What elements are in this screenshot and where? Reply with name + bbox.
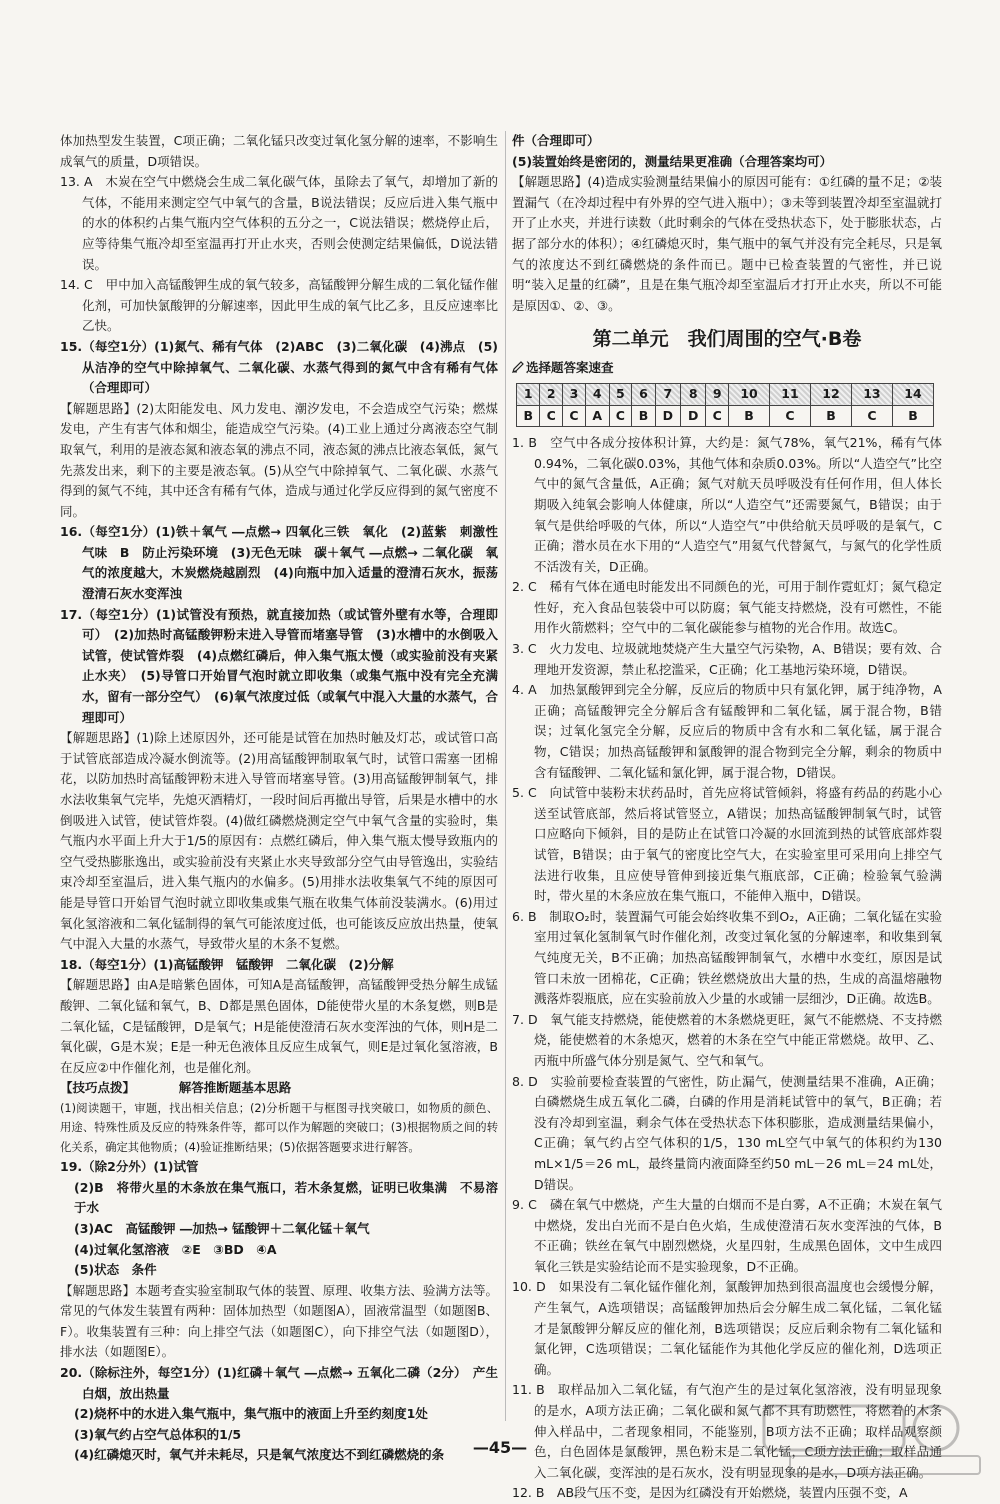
- answer-item: 5. C 向试管中装粉末状药品时，首先应将试管倾斜，将盛有药品的药匙小心送至试管底部，然后将试管竖立，A错误；加热高锰酸钾制氧气时，试管口应略向下倾斜，目的是防止在试管口冷凝的水回流到热的试管底部炸裂试管，B错误；由于氧气的密度比空气大，在实验室里可采用向上排空气法进行收集，且应使导管伸到接近集气瓶底部，C正确；检验氧气验满时，带火星的木条应放在集气瓶口，不能伸入瓶中，D错误。: [512, 785, 942, 904]
- answer-letter-cell: D: [655, 405, 680, 427]
- answer-letter-cell: C: [540, 405, 563, 427]
- answer-item: 18.（每空1分）(1)高锰酸钾 锰酸钾 二氧化碳 (2)分解: [60, 956, 394, 972]
- paragraph: (5)装置始终是密闭的，测量结果更准确（合理答案均可）: [512, 153, 833, 169]
- paragraph: 【技巧点拨】 解答推断题基本思路: [60, 1080, 292, 1096]
- answer-item: 1. B 空气中各成分按体积计算，大约是：氮气78%，氧气21%，稀有气体0.94%，二氧化碳0.03%，其他气体和杂质0.03%。所以“人造空气”比空气中的氮气含量低，A正确；氮气对航天员呼吸没有任何作用，但人体长期吸入纯氧会影响人体健康，所以“人造空气”还需要氮气，B错误；由于氧气是供给呼吸的气体，所以“人造空气”中供给航天员呼吸的是氧气，C正确；潜水员在水下用的“人造空气”用氦气代替氮气，与氮气的化学性质不活泼有关，D正确。: [512, 435, 942, 574]
- answer-number-cell: 2: [540, 383, 563, 405]
- answer-number-cell: 7: [655, 383, 680, 405]
- answer-letter-cell: C: [770, 405, 811, 427]
- paragraph: 【解题思路】由A是暗紫色固体，可知A是高锰酸钾，高锰酸钾受热分解生成锰酸钾、二氧化锰和氧气，B、D都是黑色固体，D能使带火星的木条复燃，则B是二氧化锰，C是锰酸钾，D是氧气；H是能使澄清石灰水变浑浊的气体，则H是二氧化碳，G是木炭；E是一种无色液体且反应生成氧气，则E是过氧化氢溶液，B在反应②中作催化剂，也是催化剂。: [60, 977, 498, 1075]
- quick-check-text: 选择题答案速查: [526, 360, 614, 376]
- answer-number-cell: 11: [770, 383, 811, 405]
- answer-item: 15.（每空1分）(1)氮气、稀有气体 (2)ABC (3)二氧化碳 (4)沸点 (5)从洁净的空气中除掉氧气、二氧化碳、水蒸气得到的氮气中含有稀有气体（合理即可）: [60, 338, 498, 396]
- answer-letter-cell: B: [810, 405, 851, 427]
- answer-letter-cell: B: [517, 405, 540, 427]
- answer-number-cell: 3: [563, 383, 586, 405]
- paragraph: (3)AC 高锰酸钾 ―加热→ 锰酸钾＋二氧化锰＋氧气: [74, 1220, 370, 1236]
- answer-letter-cell: C: [563, 405, 586, 427]
- section-title: 第二单元 我们周围的空气·B卷: [592, 328, 862, 351]
- paragraph: (4)过氧化氢溶液 ②E ③BD ④A: [74, 1241, 277, 1257]
- right-bottom-block: [512, 433, 942, 1504]
- answer-number-cell: 14: [892, 383, 933, 405]
- paragraph: (4)红磷熄灭时，氧气并未耗尽，只是氧气浓度达不到红磷燃烧的条: [74, 1447, 445, 1463]
- paragraph: 【解题思路】本题考查实验室制取气体的装置、原理、收集方法、验满方法等。常见的气体发生装置有两种：固体加热型（如题图A），固液常温型（如题图B、F）。收集装置有三种：向上排空气法（如题图C），向下排空气法（如题图D），排水法（如题图E）。: [60, 1282, 498, 1360]
- column-divider: [505, 131, 506, 1421]
- answer-item: 11. B 取样品加入二氧化锰，有气泡产生的是过氧化氢溶液，没有明显现象的是水，A项方法正确；二氧化碳和氮气都不具有助燃性，将燃着的木条伸入样品中，二者现象相同，不能鉴别，B项方法不正确；取样品观察颜色，白色固体是氯酸钾，黑色粉末是二氧化锰，C项方法正确；取样品通入二氧化碳，变浑浊的是石灰水，没有明显现象的是水，D项方法正确。: [512, 1382, 942, 1480]
- paragraph: (3)氧气约占空气总体积的1/5: [74, 1426, 242, 1442]
- answer-letter-cell: C: [609, 405, 632, 427]
- answer-number-cell: 4: [585, 383, 609, 405]
- answer-item: 14. C 甲中加入高锰酸钾生成的氧气较多，高锰酸钾分解生成的二氧化锰作催化剂，可加快氯酸钾的分解速率，因此甲生成的氧气比乙多，且反应速率比乙快。: [60, 277, 498, 334]
- answer-item: 20.（除标注外，每空1分）(1)红磷＋氧气 ―点燃→ 五氧化二磷（2分） 产生白烟，放出热量: [60, 1365, 498, 1401]
- quick-check-label: [512, 358, 942, 379]
- site-watermark-logo: [760, 1400, 990, 1480]
- pen-icon: [512, 361, 524, 373]
- right-column: [512, 131, 942, 1504]
- answer-item: 7. D 氧气能支持燃烧，能使燃着的木条燃烧更旺，氮气不能燃烧、不支持燃烧，能使燃着的木条熄灭，燃着的木条在空气中能正常燃烧。故甲、乙、丙瓶中所盛气体分别是氮气、空气和氧气。: [512, 1011, 942, 1068]
- answer-item: 12. B AB段气压不变，是因为红磷没有开始燃烧，装置内压强不变，A: [512, 1485, 908, 1501]
- answer-number-cell: 9: [706, 383, 729, 405]
- paragraph: (2)B 将带火星的木条放在集气瓶口，若木条复燃，证明已收集满 不易溶于水: [74, 1179, 498, 1216]
- page-number: —45—: [472, 1438, 528, 1457]
- answer-letter-cell: C: [851, 405, 892, 427]
- answer-item: 3. C 火力发电、垃圾就地焚烧产生大量空气污染物，A、B错误；要有效、合理地开发资源，禁止私挖滥采，C正确；化工基地污染环境，D错误。: [512, 641, 942, 677]
- answer-item: 17.（每空1分）(1)试管没有预热，就直接加热（或试管外壁有水等，合理即可） (2)加热时高锰酸钾粉末进入导管而堵塞导管 (3)水槽中的水倒吸入试管，使试管炸裂 (4)点燃红磷后，伸入集气瓶太慢（或实验前没有夹紧止水夹） (5)导管口开始冒气泡时就立即收集（或集气瓶中没有完全充满水，留有一部分空气） (6)氧气浓度过低（或氧气中混入大量的水蒸气，合理即可）: [60, 606, 498, 725]
- answer-item: 6. B 制取O₂时，装置漏气可能会始终收集不到O₂，A正确；二氧化锰在实验室用过氧化氢制氧气时作催化剂，改变过氧化氢的分解速率，和收集到氧气纯度无关，B不正确；加热高锰酸钾制氧气，水槽中水变红，原因是试管口未放一团棉花，C正确；铁丝燃烧放出大量的热，生成的高温熔融物溅落炸裂瓶底，应在实验前放入少量的水或铺一层细沙，D正确。故选B。: [512, 908, 942, 1007]
- answer-letter-cell: D: [681, 405, 706, 427]
- paragraph: 【解题思路】(4)造成实验测量结果偏小的原因可能有：①红磷的量不足；②装置漏气（在冷却过程中有外界的空气进入瓶中）；③未等到装置冷却至室温就打开了止水夹，并进行读数（此时剩余的气体在受热状态下，处于膨胀状态，占据了部分水的体积）；④红磷熄灭时，集气瓶中的氧气并没有完全耗尽，只是氧气的浓度达不到红磷燃烧的条件而已。题中已检查装置的气密性，并已说明“装入足量的红磷”，且是在集气瓶冷却至室温后才打开止水夹，所以不可能是原因①、②、③。: [512, 174, 942, 313]
- answer-number-cell: 6: [632, 383, 655, 405]
- answer-number-cell: 12: [810, 383, 851, 405]
- answer-item: 8. D 实验前要检查装置的气密性，防止漏气，使测量结果不准确，A正确；白磷燃烧生成五氧化二磷，白磷的作用是消耗试管中的氧气，B正确；若没有冷却到室温，剩余气体在受热状态下体积膨胀，造成测量结果偏小，C正确；氧气约占空气体积的1/5，130 mL空气中氧气的体积约为130 mL×1/5＝26 mL，最终量筒内液面降至约50 mL－26 mL＝24 mL处，D错误。: [512, 1073, 942, 1192]
- answer-item: 13. A 木炭在空气中燃烧会生成二氧化碳气体，虽除去了氧气，却增加了新的气体，不能用来测定空气中氧气的含量，B说法错误；反应后进入集气瓶中的水的体积约占集气瓶内空气体积的五分之一，C说法错误；燃烧停止后，应等待集气瓶冷却至室温再打开止水夹，否则会使测定结果偏低，D说法错误。: [60, 174, 498, 272]
- answer-letter-cell: B: [729, 405, 770, 427]
- watermark-icon: [760, 1400, 990, 1480]
- answer-number-cell: 1: [517, 383, 540, 405]
- answer-table: [516, 383, 934, 427]
- answer-number-cell: 5: [609, 383, 632, 405]
- answer-item: 16.（每空1分）(1)铁＋氧气 ―点燃→ 四氧化三铁 氧化 (2)蓝紫 刺激性气味 B 防止污染环境 (3)无色无味 碳＋氧气 ―点燃→ 二氧化碳 氧气的浓度越大，木炭燃烧越剧烈 (4)向瓶中加入适量的澄清石灰水，振荡 澄清石灰水变浑浊: [60, 524, 511, 602]
- answer-letter-cell: B: [892, 405, 933, 427]
- right-top-block: [512, 131, 942, 316]
- answer-item: 4. A 加热氯酸钾到完全分解，反应后的物质中只有氯化钾，属于纯净物，A正确；高锰酸钾完全分解后含有锰酸钾和二氧化锰，属于混合物，B错误；过氧化氢完全分解，反应后的物质中含有水和二氧化锰，属于混合物，C错误；加热高锰酸钾和氯酸钾的混合物到完全分解，剩余的物质中含有锰酸钾、二氧化锰和氯化钾，属于混合物，D错误。: [512, 682, 942, 780]
- answer-number-cell: 8: [681, 383, 706, 405]
- answer-letter-cell: A: [585, 405, 609, 427]
- paragraph: 【解题思路】(1)除上述原因外，还可能是试管在加热时触及灯芯，或试管口高于试管底部造成冷凝水倒流等。(2)用高锰酸钾制取氧气时，试管口需塞一团棉花，以防加热时高锰酸钾粉末进入导管而堵塞导管。(3)用高锰酸钾制氧气，排水法收集氧气完毕，先熄灭酒精灯，一段时间后再撤出导管，后果是水槽中的水倒吸进入试管，使试管炸裂。(4)做红磷燃烧测定空气中氧气含量的实验时，集气瓶内水平面上升大于1/5的原因有：点燃红磷后，伸入集气瓶太慢导致瓶内的空气受热膨胀逸出，或实验前没有夹紧止水夹导致部分空气由导管逸出，实验结束冷却至室温后，进入集气瓶内的水偏多。(5)用排水法收集氧气不纯的原因可能是导管口开始冒气泡时就立即收集或集气瓶在收集气体前没装满水。(6)用过氧化氢溶液和二氧化锰制得的氧气可能浓度过低，也可能该反应放出热量，使氧气中混入大量的水蒸气，导致带火星的木条不复燃。: [60, 730, 498, 952]
- answer-table-answer-row: [517, 405, 934, 427]
- paragraph: 【解题思路】(2)太阳能发电、风力发电、潮汐发电，不会造成空气污染；燃煤发电，产生有害气体和烟尘，能造成空气污染。(4)工业上通过分离液态空气制取氧气，利用的是液态氮和液态氧的沸点不同，液态氮的沸点比液态氧低，氮气先蒸发出来，剩下的主要是液态氧。(5)从空气中除掉氧气、二氧化碳、水蒸气得到的氮气不纯，其中还含有稀有气体，造成与通过化学反应得到的氮气密度不同。: [60, 400, 498, 519]
- answer-item: 19.（除2分外）(1)试管: [60, 1159, 199, 1175]
- answer-item: 2. C 稀有气体在通电时能发出不同颜色的光，可用于制作霓虹灯；氮气稳定性好，充入食品包装袋中可以防腐；氧气能支持燃烧，没有可燃性，不能用作火箭燃料；空气中的二氧化碳能参与植物的光合作用。故选C。: [512, 579, 942, 636]
- answer-number-cell: 13: [851, 383, 892, 405]
- answer-item: 9. C 磷在氧气中燃烧，产生大量的白烟而不是白雾，A不正确；木炭在氧气中燃烧，发出白光而不是白色火焰，生成使澄清石灰水变浑浊的气体，B不正确；铁丝在氧气中剧烈燃烧，火星四射，生成黑色固体，文中生成四氧化三铁是实验结论而不是实验现象，D不正确。: [512, 1197, 942, 1274]
- paragraph: (1)阅读题干，审题，找出相关信息；(2)分析题干与框图寻找突破口，如物质的颜色、用途、特殊性质及反应的特殊条件等，都可以作为解题的突破口；(3)根据物质之间的转化关系，确定其他物质；(4)验证推断结果；(5)依据答题要求进行解答。: [60, 1101, 498, 1154]
- paragraph: 体加热型发生装置，C项正确；二氧化锰只改变过氧化氢分解的速率，不影响生成氧气的质量，D项错误。: [60, 133, 498, 169]
- paragraph: 件（合理即可）: [512, 133, 600, 148]
- answer-table-header-row: [517, 383, 934, 405]
- paragraph: (2)烧杯中的水进入集气瓶中，集气瓶中的液面上升至约刻度1处: [74, 1406, 428, 1422]
- answer-number-cell: 10: [729, 383, 770, 405]
- paragraph: (5)状态 条件: [74, 1262, 157, 1278]
- answer-item: 10. D 如果没有二氧化锰作催化剂，氯酸钾加热到很高温度也会缓慢分解，产生氧气，A选项错误；高锰酸钾加热后会分解生成二氧化锰，二氧化锰才是氯酸钾分解反应的催化剂，B选项错误；反应后剩余物有二氧化锰和氯化钾，C选项错误；二氧化锰能作为其他化学反应的催化剂，D选项正确。: [512, 1279, 942, 1377]
- answer-letter-cell: B: [632, 405, 655, 427]
- answer-letter-cell: C: [706, 405, 729, 427]
